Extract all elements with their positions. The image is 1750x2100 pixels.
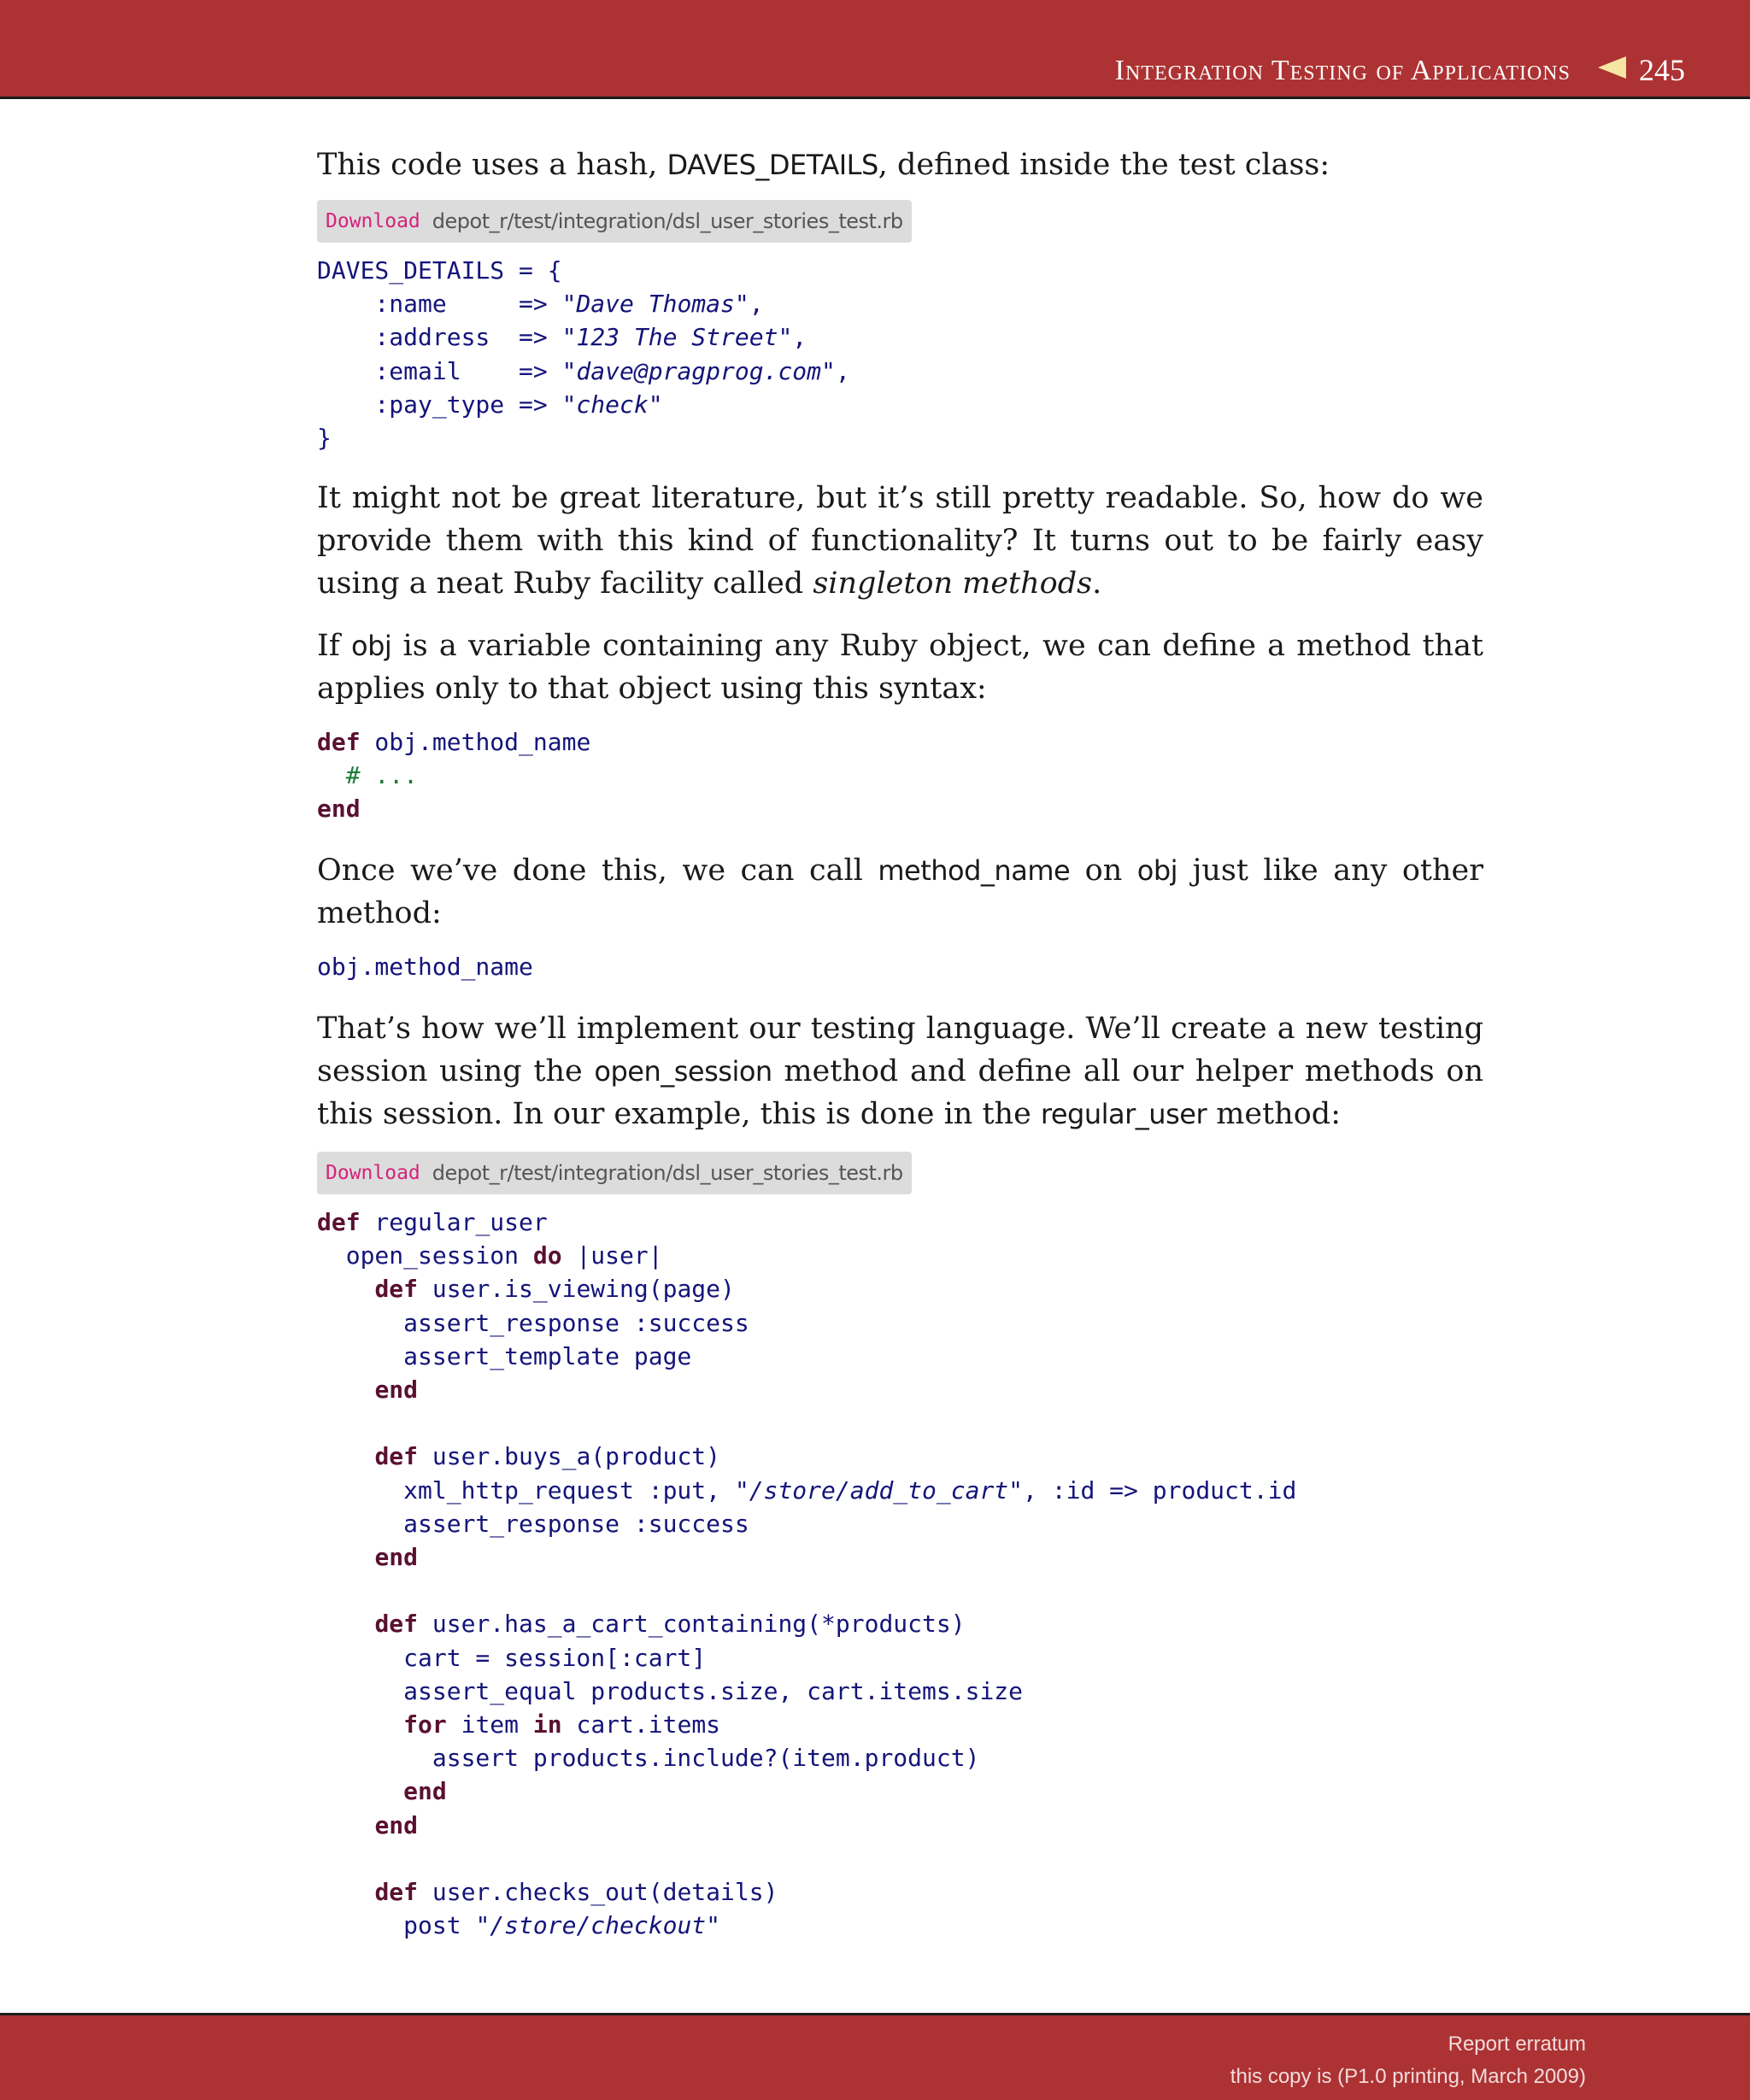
paragraph-text: method: — [1207, 1097, 1341, 1131]
paragraph-text: It might not be great literature, but it’s still pretty readable. So, how do we provide them with this kind of functionality? It turns out to be fairly easy using a neat Ruby facility called — [317, 481, 1483, 601]
download-file-path[interactable]: depot_r/test/integration/dsl_user_stories_test.rb — [432, 209, 903, 233]
code-line — [317, 390, 663, 419]
code-line — [317, 1644, 706, 1672]
code-line — [317, 323, 807, 351]
code-line — [317, 1309, 749, 1337]
code-token: cart = session[:cart] — [317, 1643, 707, 1672]
code-token: "123 The Street" — [561, 323, 793, 352]
paragraph-text: , defined inside the test class: — [878, 148, 1330, 182]
code-line — [317, 1342, 691, 1370]
page-header — [0, 0, 1750, 99]
code-token — [317, 1442, 374, 1470]
code-line — [317, 290, 764, 318]
code-token: :name => — [317, 290, 562, 319]
code-token: user.buys_a(product) — [418, 1442, 721, 1471]
code-token: obj.method_name — [360, 728, 591, 756]
paragraph-singleton-methods — [317, 477, 1483, 605]
code-token — [317, 1543, 374, 1571]
paragraph-text: Once we’ve done this, we can call — [317, 853, 878, 888]
code-token: end — [403, 1777, 447, 1806]
emphasis-singleton-methods: singleton methods — [813, 566, 1093, 601]
code-token: assert_response :success — [317, 1509, 749, 1538]
page-number: 245 — [1639, 53, 1685, 87]
code-line — [317, 953, 533, 981]
code-line — [317, 424, 332, 452]
code-token: , — [835, 356, 850, 385]
code-token: user.has_a_cart_containing(*products) — [418, 1610, 966, 1639]
code-token: cart.items — [561, 1710, 721, 1739]
code-token: :address => — [317, 323, 562, 352]
code-line — [317, 1677, 1023, 1705]
paragraph-call-method — [317, 849, 1483, 935]
code-token: user.checks_out(details) — [418, 1878, 778, 1907]
code-token: :email => — [317, 356, 562, 385]
code-line — [317, 1911, 720, 1939]
code-line — [317, 1208, 548, 1236]
paragraph-text: is a variable containing any Ruby object, we can define a method that applies only to that object using this syntax: — [317, 629, 1483, 706]
download-link[interactable]: Download — [326, 210, 420, 232]
code-line — [317, 1710, 720, 1739]
code-line — [317, 761, 418, 789]
code-line — [317, 1811, 418, 1839]
code-line — [317, 795, 361, 823]
code-line — [317, 1610, 966, 1638]
code-token: end — [374, 1543, 419, 1572]
code-line — [317, 1543, 418, 1571]
code-token: def — [317, 728, 361, 756]
code-line — [317, 1275, 735, 1303]
code-token — [317, 1376, 374, 1404]
code-token: # ... — [345, 761, 419, 790]
code-line — [317, 728, 590, 756]
inline-code-obj: obj — [351, 630, 392, 662]
code-token — [317, 1710, 403, 1739]
paragraph-obj-syntax — [317, 625, 1483, 710]
code-token: item — [446, 1710, 533, 1739]
code-line — [317, 1744, 979, 1772]
code-token: do — [532, 1241, 562, 1270]
download-bar — [317, 1152, 912, 1194]
page-footer — [0, 2013, 1750, 2100]
code-token: |user| — [561, 1241, 663, 1270]
code-token: def — [374, 1275, 419, 1304]
code-line — [317, 1777, 447, 1805]
code-token: in — [532, 1710, 562, 1739]
code-token: regular_user — [360, 1208, 548, 1236]
paragraph-testing-language — [317, 1007, 1483, 1135]
paragraph-text: This code uses a hash, — [317, 148, 667, 182]
download-file-path[interactable]: depot_r/test/integration/dsl_user_stories_test.rb — [432, 1161, 903, 1185]
code-token — [317, 761, 346, 789]
code-token: end — [374, 1376, 419, 1405]
code-token: obj.method_name — [317, 953, 533, 981]
code-token: xml_http_request :put, — [317, 1475, 735, 1505]
code-token: , — [749, 290, 764, 319]
code-token: assert_response :success — [317, 1308, 749, 1337]
code-token: "check" — [561, 390, 663, 419]
code-token: for — [403, 1710, 447, 1739]
code-token: , :id => product.id — [1023, 1475, 1297, 1505]
code-token: end — [317, 795, 361, 824]
code-token: def — [374, 1442, 419, 1471]
code-block-daves-details — [317, 254, 850, 455]
inline-code-open-session: open_session — [594, 1055, 772, 1088]
code-token: end — [374, 1810, 419, 1839]
code-token: open_session — [317, 1241, 533, 1270]
code-token: assert_equal products.size, cart.items.size — [317, 1676, 1024, 1705]
inline-code-method-name: method_name — [878, 854, 1071, 887]
code-token: "Dave Thomas" — [561, 290, 749, 319]
code-block-def-syntax — [317, 725, 590, 826]
running-title: Integration Testing of Applications — [1114, 55, 1571, 86]
code-line — [317, 357, 850, 385]
copy-info: this copy is (P1.0 printing, March 2009) — [1230, 2065, 1586, 2088]
code-line — [317, 1442, 720, 1470]
code-token: post — [317, 1911, 476, 1940]
code-token — [317, 1878, 374, 1906]
code-token: "/store/add_to_cart" — [734, 1475, 1024, 1505]
code-token: "dave@pragprog.com" — [561, 356, 836, 385]
code-token: DAVES_DETAILS = { — [317, 256, 562, 284]
code-token: } — [317, 424, 332, 453]
download-bar — [317, 200, 912, 243]
inline-code-regular-user: regular_user — [1040, 1098, 1207, 1130]
inline-code-daves-details: DAVES_DETAILS — [667, 149, 878, 181]
paragraph-text: That’s how we’ll implement our testing language. We’ll create a new testing session using the — [317, 1012, 1483, 1088]
code-token — [317, 1275, 374, 1303]
code-token: user.is_viewing(page) — [418, 1275, 735, 1304]
code-token: def — [374, 1878, 419, 1907]
code-token: assert_template page — [317, 1341, 692, 1370]
code-line — [317, 1510, 749, 1538]
paragraph-text: just like any other method: — [317, 853, 1483, 930]
code-token — [317, 1811, 374, 1839]
code-line — [317, 1241, 663, 1270]
code-token — [317, 1610, 374, 1638]
previous-page-arrow-icon[interactable] — [1598, 56, 1626, 79]
code-token: :pay_type => — [317, 390, 562, 419]
code-block-regular-user — [317, 1205, 1296, 1942]
code-token: , — [792, 323, 807, 352]
paragraph-hash-intro — [317, 144, 1483, 186]
paragraph-text: method and define all our helper methods on this session. In our example, this is done in the — [317, 1054, 1483, 1131]
code-token: def — [374, 1610, 419, 1639]
download-link[interactable]: Download — [326, 1162, 420, 1184]
code-token: def — [317, 1208, 361, 1236]
code-line — [317, 1476, 1296, 1505]
report-erratum-link[interactable]: Report erratum — [1448, 2033, 1586, 2056]
code-token: assert products.include?(item.product) — [317, 1744, 980, 1773]
code-token — [317, 1777, 403, 1805]
paragraph-text: . — [1092, 566, 1102, 601]
paragraph-text: on — [1070, 853, 1137, 888]
inline-code-obj: obj — [1136, 854, 1178, 887]
paragraph-text: If — [317, 629, 352, 663]
code-line — [317, 256, 562, 284]
code-token: "/store/checkout" — [475, 1911, 721, 1940]
code-block-call — [317, 950, 533, 983]
code-line — [317, 1376, 418, 1404]
code-line — [317, 1878, 778, 1906]
